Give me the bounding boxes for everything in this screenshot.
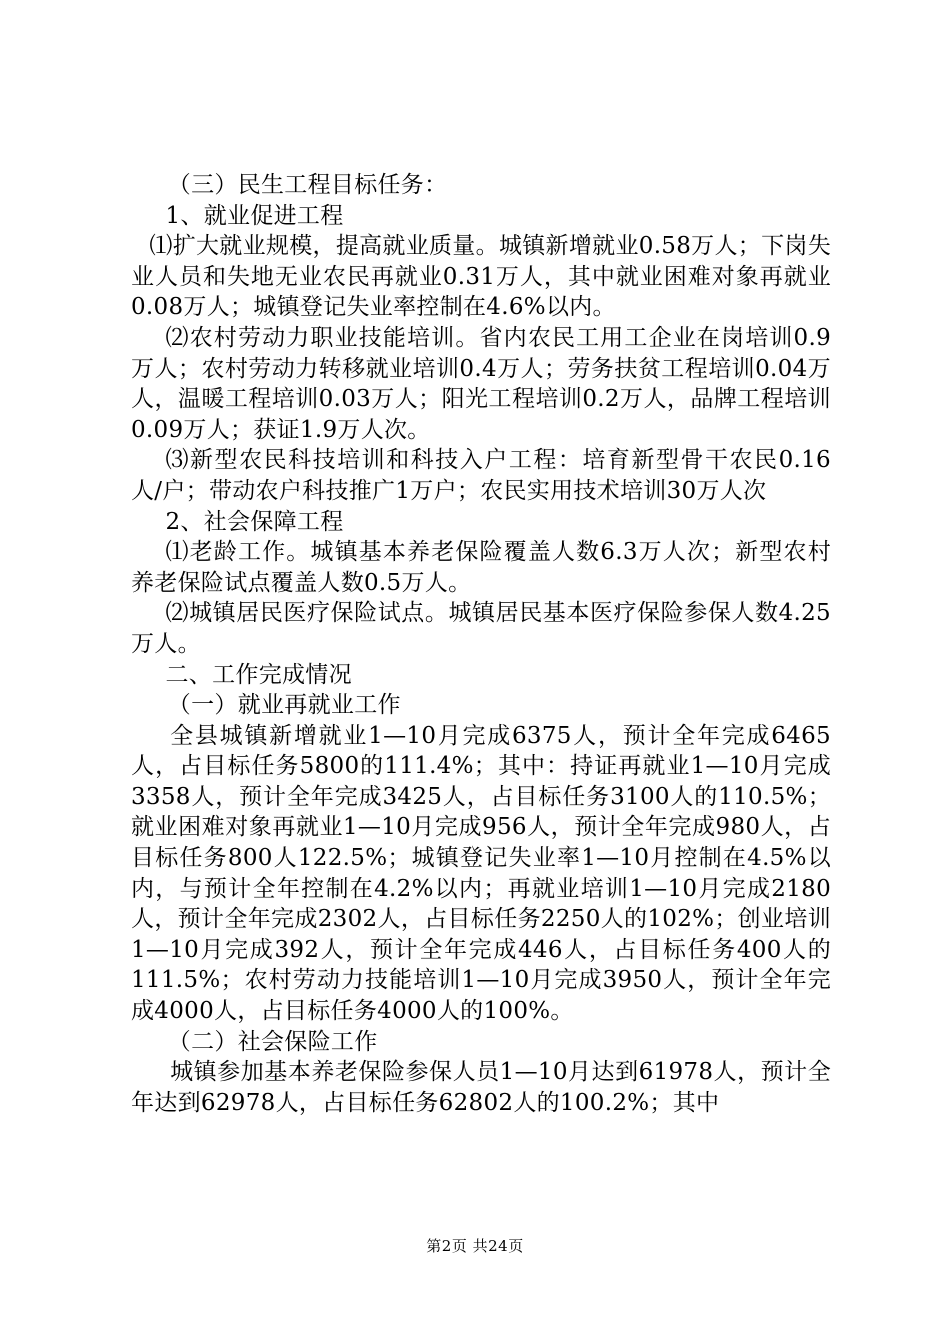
paragraph-farmer-tech-training: ⑶新型农民科技培训和科技入户工程：培育新型骨干农民0.16人/户；带动农户科技推广1万户；农民实用技术培训30万人次 [131, 447, 831, 504]
paragraph-pension-insurance: 城镇参加基本养老保险参保人员1—10月达到61978人，预计全年达到62978人，占目标任务62802人的100.2%；其中 [131, 1059, 831, 1116]
paragraph-rural-labor-training: ⑵农村劳动力职业技能培训。省内农民工用工企业在岗培训0.9万人；农村劳动力转移就业培训0.4万人；劳务扶贫工程培训0.04万人，温暖工程培训0.03万人；阳光工程培训0.2万人，品牌工程培训0.09万人；获证1.9万人次。 [131, 324, 831, 443]
paragraph-medical-insurance: ⑵城镇居民医疗保险试点。城镇居民基本医疗保险参保人数4.25万人。 [131, 600, 831, 657]
document-body [131, 170, 831, 1118]
subheading-social-security: 2、社会保障工程 [165, 508, 344, 535]
section-heading-livelihood-targets: （三）民生工程目标任务： [167, 172, 448, 198]
subheading-employment-promotion: 1、就业促进工程 [165, 202, 344, 229]
paragraph-employment-scale: ⑴扩大就业规模，提高就业质量。城镇新增就业0.58万人；下岗失业人员和失地无业农民再就业0.31万人，其中就业困难对象再就业0.08万人；城镇登记失业率控制在4.6%以内。 [131, 233, 831, 321]
subheading-social-insurance: （二）社会保险工作 [167, 1028, 378, 1055]
section-heading-work-completion: 二、工作完成情况 [165, 661, 352, 688]
paragraph-elderly-work: ⑴老龄工作。城镇基本养老保险覆盖人数6.3万人次；新型农村养老保险试点覆盖人数0.5万人。 [131, 539, 831, 596]
paragraph-reemployment-stats: 全县城镇新增就业1—10月完成6375人，预计全年完成6465人，占目标任务5800的111.4%；其中：持证再就业1—10月完成3358人，预计全年完成3425人，占目标任务3100人的110.5%；就业困难对象再就业1—10月完成956人，预计全年完成980人，占目标任务800人122.5%；城镇登记失业率1—10月控制在4.5%以内，与预计全年控制在4.2%以内；再就业培训1—10月完成2180人，预计全年完成2302人，占目标任务2250人的102%；创业培训1—10月完成392人，预计全年完成446人，占目标任务400人的111.5%；农村劳动力技能培训1—10月完成3950人，预计全年完成4000人，占目标任务4000人的100%。 [131, 722, 831, 1025]
page-footer: 第2页 共24页 [426, 1237, 524, 1255]
subheading-reemployment: （一）就业再就业工作 [167, 692, 401, 719]
